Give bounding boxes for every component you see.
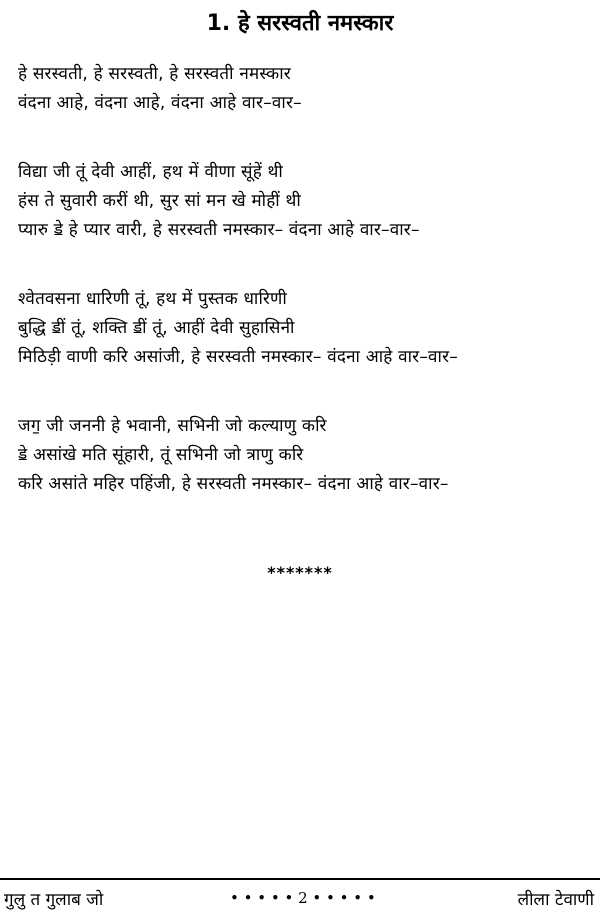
- poem-line: वंदना आहे, वंदना आहे, वंदना आहे वार–वार–: [18, 93, 302, 113]
- poem-line: विद्या जी तूं देवी आहीं, हथ में वीणा सूंहें थी: [18, 162, 283, 182]
- poem-line: करि असांते महिर पहिंजी, हे सरस्वती नमस्कार– वंदना आहे वार–वार–: [18, 474, 449, 494]
- stanza-4: [18, 412, 593, 499]
- section-separator: *******: [267, 563, 333, 582]
- poem-line: जग॒ जी जननी हे भवानी, सभिनी जो कल्याणु करि: [18, 416, 327, 436]
- book-title: गुलु त गुलाब जो: [4, 890, 104, 910]
- page-footer: [0, 878, 600, 920]
- poem-line: हे सरस्वती, हे सरस्वती, हे सरस्वती नमस्कार: [18, 64, 291, 84]
- poem-line: ॾे असांखे मति सूंहारी, तूं सभिनी जो त्राणु करि: [18, 445, 304, 465]
- poem-line: बुद्धि ॾीं तूं, शक्ति ॾीं तूं, आहीं देवी सुहासिनी: [18, 318, 295, 338]
- poem-title: 1. हे सरस्वती नमस्कार: [206, 11, 394, 36]
- poem-line: श्वेतवसना धारिणी तूं, हथ में पुस्तक धारिणी: [18, 289, 287, 309]
- stanza-2: [18, 158, 593, 245]
- stanza-3: [18, 285, 593, 372]
- poem-line: मिठिड़ी वाणी करि असांजी, हे सरस्वती नमस्कार– वंदना आहे वार–वार–: [18, 347, 458, 367]
- page-number: • • • • • 2 • • • • •: [230, 889, 376, 907]
- poem-line: प्यारु ॾे हे प्यार वारी, हे सरस्वती नमस्कार– वंदना आहे वार–वार–: [18, 220, 420, 240]
- stanza-1: [18, 60, 593, 118]
- poem-line: हंस ते सुवारी करीं थी, सुर सां मन खे मोहीं थी: [18, 191, 301, 211]
- author-name: लीला टेवाणी: [517, 890, 594, 910]
- poem-body: [18, 60, 593, 539]
